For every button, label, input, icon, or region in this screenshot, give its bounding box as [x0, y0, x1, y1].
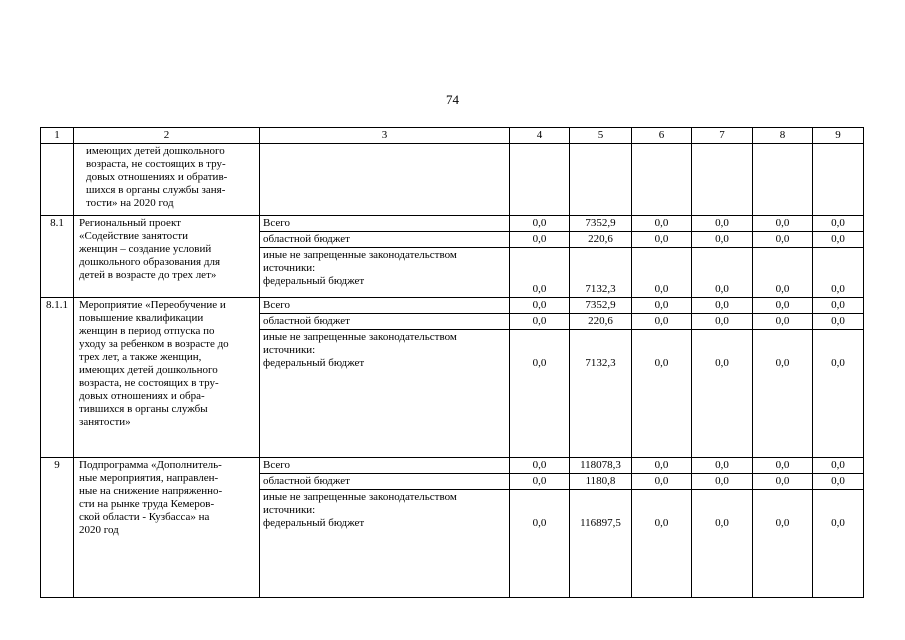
value-cell: 0,0 [632, 490, 692, 598]
item-name-line: занятости» [79, 416, 131, 428]
empty-cell [570, 144, 632, 216]
item-name-line: повышение квалификации [79, 312, 204, 324]
value-cell: 0,0 [510, 474, 570, 490]
item-name-line: ской области - Кузбасса» на [79, 511, 210, 523]
item-name-line: уходу за ребенком в возрасте до [79, 338, 229, 350]
value-cell: 220,6 [570, 314, 632, 330]
value-cell: 0,0 [510, 458, 570, 474]
column-header: 2 [74, 128, 260, 144]
value-cell: 118078,3 [570, 458, 632, 474]
value-cell: 0,0 [813, 314, 864, 330]
value-cell: 0,0 [510, 298, 570, 314]
item-name-line: возраста, не состоящих в тру- [86, 158, 226, 170]
value-cell: 0,0 [632, 314, 692, 330]
item-name-line: ные мероприятия, направлен- [79, 472, 219, 484]
source-other-line: источники: [263, 262, 316, 274]
source-other [260, 490, 510, 598]
column-header: 9 [813, 128, 864, 144]
item-name-line: Мероприятие «Переобучение и [79, 299, 226, 311]
item-name [74, 216, 260, 298]
value-cell: 0,0 [632, 216, 692, 232]
empty-cell [753, 144, 813, 216]
value-cell: 116897,5 [570, 490, 632, 598]
item-name [74, 298, 260, 458]
budget-table [40, 127, 864, 598]
row-number: 8.1 [41, 216, 74, 298]
row-number: 9 [41, 458, 74, 598]
source-other-line: источники: [263, 344, 316, 356]
source-other-line: иные не запрещенные законодательством [263, 491, 457, 503]
value-cell: 7352,9 [570, 216, 632, 232]
value-cell: 0,0 [753, 248, 813, 298]
value-cell: 0,0 [692, 474, 753, 490]
column-header: 1 [41, 128, 74, 144]
value-cell: 0,0 [692, 490, 753, 598]
header-row [41, 128, 864, 144]
item-name-line: сти на рынке труда Кемеров- [79, 498, 215, 510]
value-cell: 0,0 [813, 474, 864, 490]
value-cell: 0,0 [510, 490, 570, 598]
empty-cell [632, 144, 692, 216]
value-cell: 0,0 [692, 248, 753, 298]
source-federal: федеральный бюджет [263, 357, 365, 369]
value-cell: 0,0 [813, 298, 864, 314]
source-other-line: источники: [263, 504, 316, 516]
value-cell: 0,0 [692, 216, 753, 232]
source-total: Всего [260, 458, 510, 474]
value-cell: 0,0 [753, 490, 813, 598]
item-name [74, 144, 260, 216]
column-header: 8 [753, 128, 813, 144]
value-cell: 0,0 [813, 248, 864, 298]
value-cell: 7132,3 [570, 330, 632, 458]
source-other [260, 330, 510, 458]
value-cell: 0,0 [632, 330, 692, 458]
item-name-line: возраста, не состоящих в тру- [79, 377, 219, 389]
source-total: Всего [260, 298, 510, 314]
item-name-line: Подпрограмма «Дополнитель- [79, 459, 222, 471]
value-cell: 0,0 [753, 474, 813, 490]
value-cell: 0,0 [753, 216, 813, 232]
value-cell: 0,0 [692, 458, 753, 474]
item-name-line: трех лет, а также женщин, [79, 351, 202, 363]
item-name-line: «Содействие занятости [79, 230, 188, 242]
item-name-line: ные на снижение напряженно- [79, 485, 223, 497]
value-cell: 0,0 [753, 330, 813, 458]
item-name-line: тости» на 2020 год [86, 197, 174, 209]
value-cell: 0,0 [753, 458, 813, 474]
item-name-line: довых отношениях и обратив- [86, 171, 228, 183]
empty-cell [692, 144, 753, 216]
source-regional: областной бюджет [260, 232, 510, 248]
source-regional: областной бюджет [260, 314, 510, 330]
empty-cell [510, 144, 570, 216]
source-federal: федеральный бюджет [263, 275, 365, 287]
value-cell: 7132,3 [570, 248, 632, 298]
source-total: Всего [260, 216, 510, 232]
column-header: 5 [570, 128, 632, 144]
value-cell: 0,0 [510, 232, 570, 248]
source-federal: федеральный бюджет [263, 517, 365, 529]
column-header: 7 [692, 128, 753, 144]
value-cell: 0,0 [510, 248, 570, 298]
value-cell: 0,0 [510, 216, 570, 232]
column-header: 6 [632, 128, 692, 144]
column-header: 3 [260, 128, 510, 144]
value-cell: 0,0 [813, 216, 864, 232]
value-cell: 0,0 [813, 458, 864, 474]
item-name-line: 2020 год [79, 524, 119, 536]
item-name-line: детей в возрасте до трех лет» [79, 269, 217, 281]
value-cell: 1180,8 [570, 474, 632, 490]
value-cell: 0,0 [692, 298, 753, 314]
value-cell: 0,0 [692, 330, 753, 458]
value-cell: 0,0 [632, 458, 692, 474]
value-cell: 7352,9 [570, 298, 632, 314]
value-cell: 0,0 [753, 314, 813, 330]
item-name-line: Региональный проект [79, 217, 181, 229]
value-cell: 0,0 [753, 298, 813, 314]
value-cell: 0,0 [753, 232, 813, 248]
value-cell: 0,0 [692, 232, 753, 248]
row-number: 8.1.1 [41, 298, 74, 458]
page-number: 74 [446, 92, 459, 107]
item-name-line: женщин в период отпуска по [79, 325, 215, 337]
source-regional: областной бюджет [260, 474, 510, 490]
value-cell: 0,0 [813, 232, 864, 248]
value-cell: 0,0 [632, 232, 692, 248]
item-name-line: имеющих детей дошкольного [79, 364, 218, 376]
value-cell: 0,0 [692, 314, 753, 330]
item-name-line: довых отношениях и обра- [79, 390, 205, 402]
budget-table-body [41, 128, 864, 598]
continuation-row [41, 144, 864, 216]
item-name-line: шихся в органы службы заня- [86, 184, 226, 196]
table-row [41, 458, 864, 474]
empty-cell [813, 144, 864, 216]
value-cell: 0,0 [813, 330, 864, 458]
item-name [74, 458, 260, 598]
source-other-line: иные не запрещенные законодательством [263, 249, 457, 261]
row-number [41, 144, 74, 216]
source-other [260, 248, 510, 298]
table-row [41, 216, 864, 232]
item-name-line: дошкольного образования для [79, 256, 221, 268]
value-cell: 0,0 [510, 314, 570, 330]
source-other-line: иные не запрещенные законодательством [263, 331, 457, 343]
value-cell: 0,0 [632, 474, 692, 490]
item-name-line: имеющих детей дошкольного [86, 145, 225, 157]
table-row [41, 298, 864, 314]
value-cell: 0,0 [813, 490, 864, 598]
item-name-line: женщин – создание условий [79, 243, 212, 255]
empty-cell [260, 144, 510, 216]
column-header: 4 [510, 128, 570, 144]
value-cell: 0,0 [510, 330, 570, 458]
value-cell: 0,0 [632, 298, 692, 314]
item-name-line: тившихся в органы службы [79, 403, 208, 415]
value-cell: 220,6 [570, 232, 632, 248]
value-cell: 0,0 [632, 248, 692, 298]
